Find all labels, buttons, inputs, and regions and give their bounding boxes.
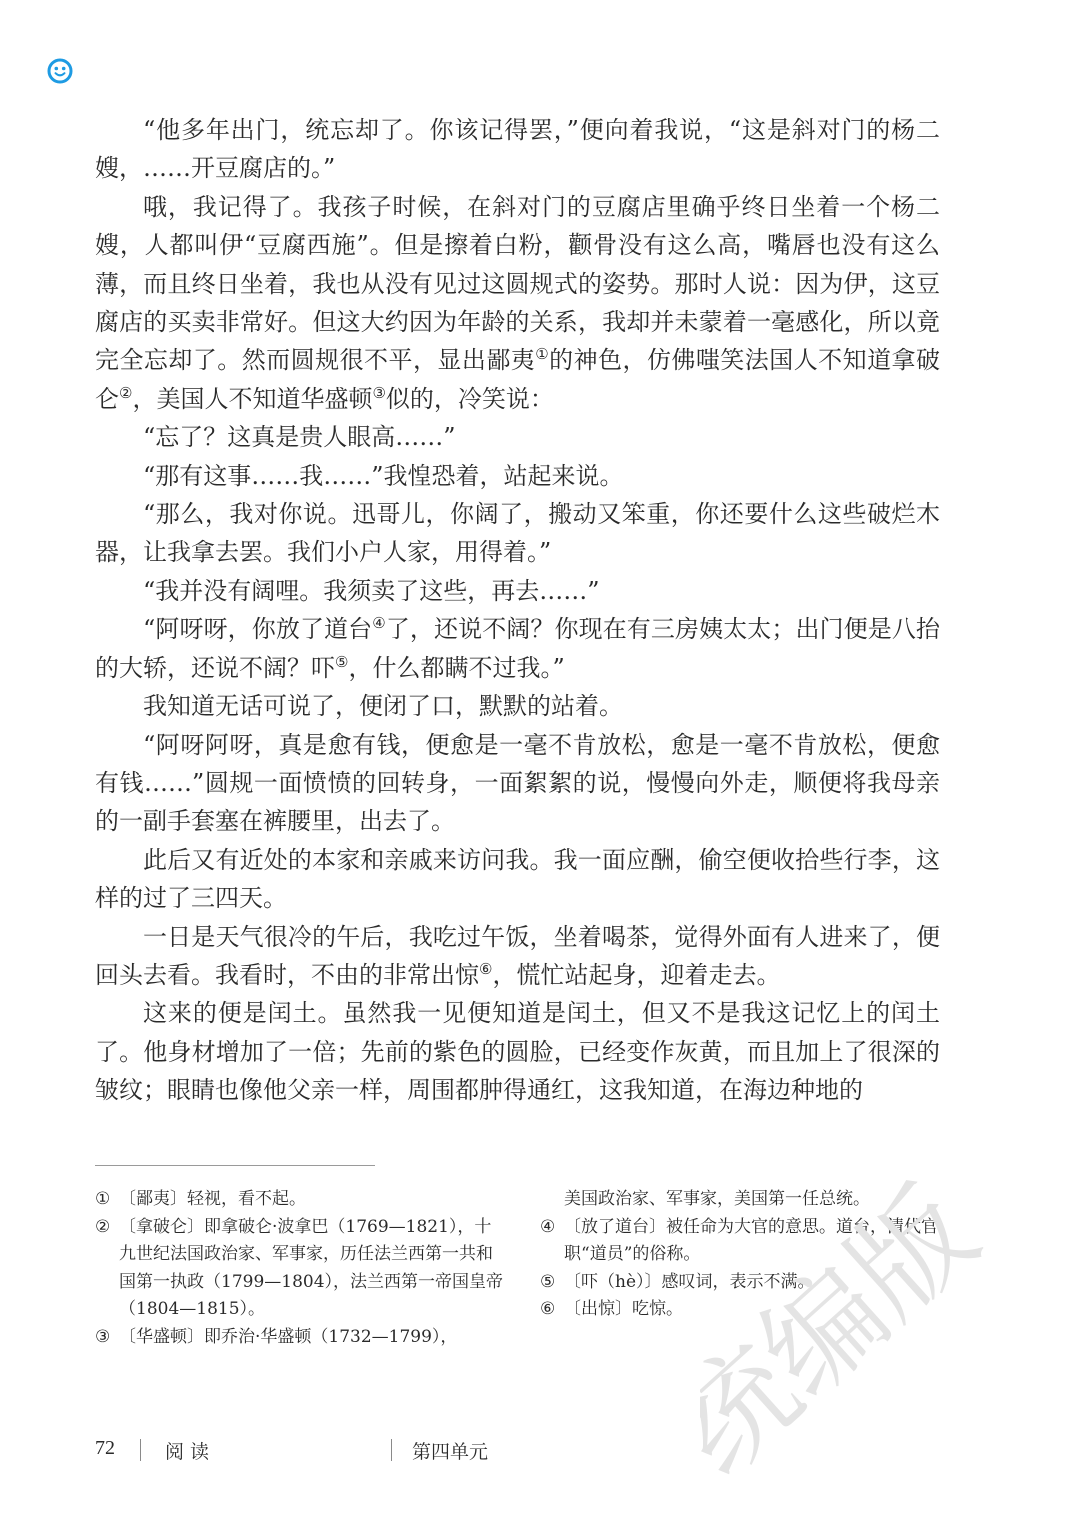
footnote-mark: ⑥ (540, 1299, 556, 1319)
footnote-text: 〔华盛顿〕即乔治·华盛顿（1732—1799）， (119, 1326, 458, 1347)
footnote-marker: ③ (372, 383, 386, 402)
footnotes-left-column (95, 1186, 505, 1351)
paragraph (95, 495, 940, 572)
paragraph (95, 687, 940, 725)
paragraph-text: “他多年出门，统忘却了。你该记得罢，”便向着我说，“这是斜对门的杨二嫂，……开豆腐店的。” (95, 116, 940, 183)
paragraph-text: ，什么都瞒不过我。” (348, 653, 565, 682)
paragraph (95, 572, 940, 610)
page-footer (0, 1437, 1080, 1467)
footnote-text: 〔鄙夷〕轻视，看不起。 (119, 1189, 306, 1209)
footnote-mark: ② (95, 1216, 111, 1237)
paragraph-text: 我知道无话可说了，便闭了口，默默的站着。 (143, 692, 623, 721)
paragraph-text: ，慌忙站起身，迎着走去。 (492, 960, 781, 989)
paragraph (95, 841, 940, 918)
footnote (95, 1324, 505, 1352)
paragraph-text: 的神色，仿佛嗤笑法国人不知道拿破仑 (95, 346, 940, 413)
footnote-mark: ④ (540, 1216, 556, 1237)
paragraph-text: 哦，我记得了。我孩子时候，在斜对门的豆腐店里确乎终日坐着一个杨二嫂，人都叫伊“豆腐西施”。但是擦着白粉，颧骨没有这么高，嘴唇也没有这么薄，而且终日坐着，我也从没有见过这圆规式的姿势。那时人说：因为伊，这豆腐店的买卖非常好。但这大约因为年龄的关系，我却并未蒙着一毫感化，所以竟完全忘却了。然而圆规很不平，显出鄙夷 (95, 192, 940, 375)
paragraph (95, 188, 940, 418)
paragraph-text: 此后又有近处的本家和亲戚来访问我。我一面应酬，偷空便收拾些行李，这样的过了三四天。 (95, 845, 940, 913)
paragraph-text: “阿呀阿呀，真是愈有钱，便愈是一毫不肯放松，愈是一毫不肯放松，便愈有钱……”圆规一面愤愤的回转身，一面絮絮的说，慢慢向外走，顺便将我母亲的一副手套塞在裤腰里，出去了。 (95, 730, 940, 836)
footnote-text: 〔拿破仑〕即拿破仑·波拿巴（1769—1821），十九世纪法国政治家、军事家，历任法兰西第一共和国第一执政（1799—1804），法兰西第一帝国皇帝（1804—1815）。 (119, 1216, 504, 1319)
footer-unit: 第四单元 (412, 1441, 489, 1463)
paragraph-text: “忘了？这真是贵人眼高……” (143, 423, 456, 452)
footnote-mark: ① (95, 1189, 111, 1209)
footnote-text: 〔放了道台〕被任命为大官的意思。道台，清代官职“道员”的俗称。 (564, 1216, 938, 1264)
paragraph-text: ，美国人不知道华盛顿 (132, 384, 373, 413)
footnote-marker: ④ (372, 614, 386, 633)
paragraph (95, 418, 940, 456)
page-number: 72 (95, 1437, 115, 1459)
watermark-text: 统编版 (700, 1161, 1002, 1501)
paragraph (95, 918, 940, 995)
footnote-text: 〔吓（hè）〕感叹词，表示不满。 (564, 1271, 815, 1292)
paragraph (95, 994, 940, 1109)
paragraph (95, 726, 940, 841)
footnote-marker: ① (535, 345, 550, 364)
paragraph (95, 111, 940, 188)
footnote-mark: ⑤ (540, 1271, 556, 1292)
footer-section: 阅读 (165, 1441, 216, 1463)
main-text (95, 111, 940, 1110)
paragraph-text: 了，还说不阔？你现在有三房姨太太；出门便是八抬的大轿，还说不阔？吓 (95, 615, 940, 682)
paragraph-text: “那么，我对你说。迅哥儿，你阔了，搬动又笨重，你还要什么这些破烂木器，让我拿去罢。我们小户人家，用得着。” (95, 500, 940, 567)
paragraph (95, 457, 940, 495)
footnote-marker: ⑥ (479, 959, 493, 978)
paragraph (95, 610, 940, 687)
paragraph-text: 这来的便是闰土。虽然我一见便知道是闰土，但又不是我这记忆上的闰土了。他身材增加了一倍；先前的紫色的圆脸，已经变作灰黄，而且加上了很深的皱纹；眼睛也像他父亲一样，周围都肿得通红，这我知道，在海边种地的 (95, 999, 940, 1105)
footer-separator (391, 1439, 392, 1461)
footnote-marker: ② (119, 383, 133, 402)
paragraph-text: 一日是天气很冷的午后，我吃过午饭，坐着喝茶，觉得外面有人进来了，便回头去看。我看时，不由的非常出惊 (95, 922, 940, 989)
footnote (95, 1186, 505, 1214)
paragraph-text: 似的，冷笑说： (385, 384, 554, 413)
paragraph-text: “我并没有阔哩。我须卖了这些，再去……” (143, 576, 600, 605)
footer-separator (140, 1439, 141, 1461)
footnote-divider (95, 1165, 375, 1166)
paragraph-text: “那有这事……我……”我惶恐着，站起来说。 (143, 461, 624, 490)
footnote-text: 〔出惊〕吃惊。 (564, 1299, 683, 1319)
footnote-mark: ③ (95, 1326, 111, 1347)
footnote (95, 1214, 505, 1324)
footnote-marker: ⑤ (335, 652, 349, 671)
smiley-icon (47, 58, 73, 84)
paragraph-text: “阿呀呀，你放了道台 (143, 615, 373, 644)
footnote-3-continued: 美国政治家、军事家，美国第一任总统。 (564, 1189, 870, 1209)
